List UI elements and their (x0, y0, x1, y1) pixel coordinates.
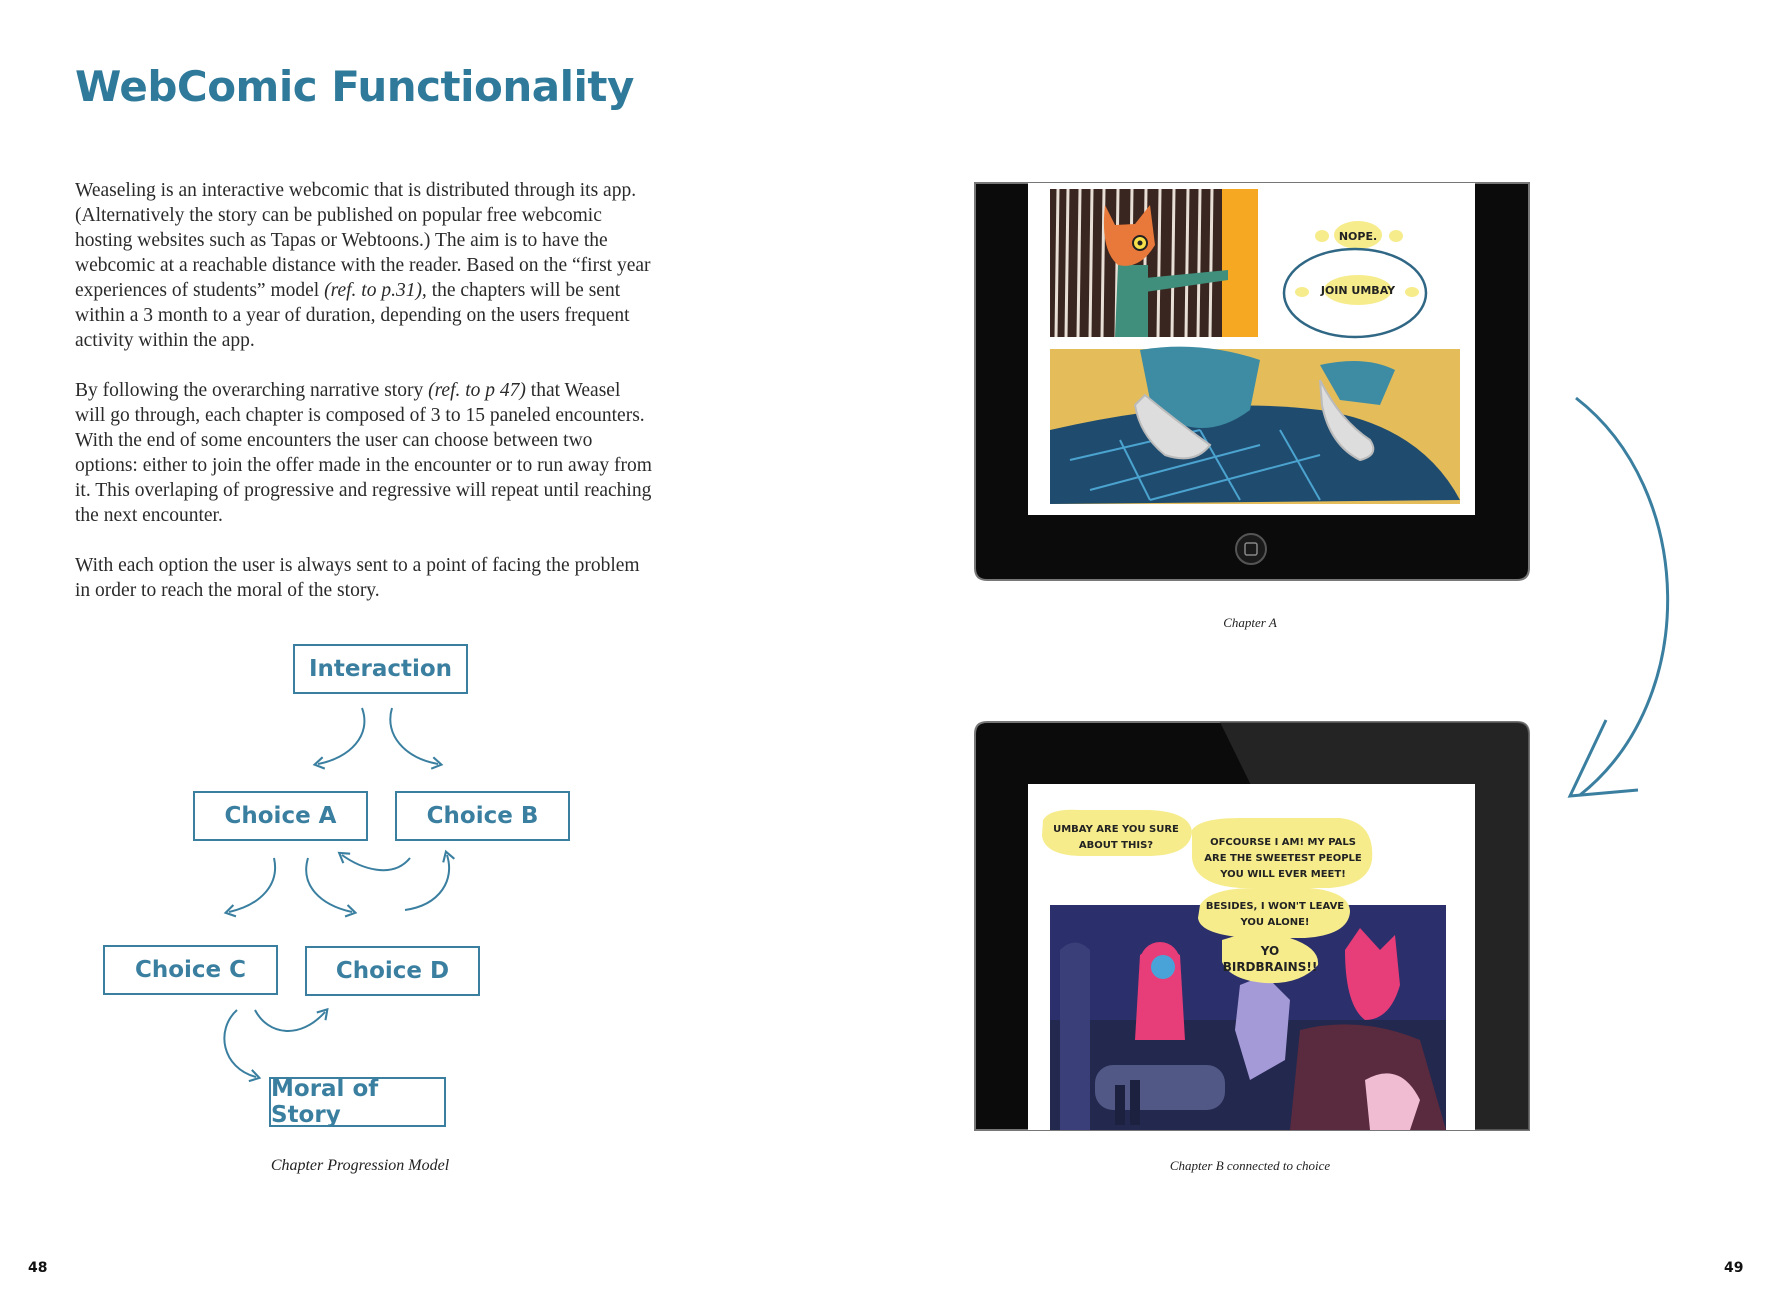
bubble-2-line2: ARE THE SWEETEST PEOPLE (1204, 853, 1362, 864)
bubble-4-line1: YO (1260, 944, 1280, 958)
page-number-left: 48 (28, 1260, 48, 1276)
chapter-a-caption: Chapter A (1223, 615, 1277, 630)
box-choice-b: Choice B (395, 791, 570, 841)
bubble-join-umbay: JOIN UMBAY (1320, 284, 1396, 297)
arrow-d-to-b-right (405, 855, 449, 910)
bubble-3-line2: YOU ALONE! (1240, 917, 1310, 928)
flowchart-caption: Chapter Progression Model (270, 1157, 450, 1174)
arrow-a-to-c (229, 858, 275, 912)
arrow-a-to-d (306, 858, 352, 912)
tablet-b (975, 722, 1529, 1130)
bubble-1-line2: ABOUT THIS? (1078, 840, 1154, 851)
bubble-2-line1: OFCOURSE I AM! MY PALS (1210, 837, 1356, 848)
bubble-2-line3: YOU WILL EVER MEET! (1220, 869, 1346, 880)
bubble-1-line1: UMBAY ARE YOU SURE (1053, 824, 1179, 835)
box-choice-c: Choice C (103, 945, 278, 995)
box-choice-a: Choice A (193, 791, 368, 841)
paragraph-3: With each option the user is always sent to a point of facing the problem in order to reach the moral of the story. (75, 555, 640, 601)
box-interaction: Interaction (293, 644, 468, 694)
box-choice-d: Choice D (305, 946, 480, 996)
bubble-4-line2: BIRDBRAINS!! (1222, 960, 1318, 974)
paragraph-2: By following the overarching narrative story (ref. to p 47) that Weasel will go through, each chapter is composed of 3 to 15 paneled encounters. With the end of some encounters the user can choose between two options: either to join the offer made in the encounter or to run away from it. This overlaping of progressive and regressive will repeat until reaching the next encounter. (75, 380, 652, 526)
chapter-b-caption: Chapter B connected to choice (1169, 1158, 1331, 1173)
page-title: WebComic Functionality (75, 62, 634, 111)
page-number-right: 49 (1724, 1260, 1744, 1276)
paragraph-1: Weaseling is an interactive webcomic that is distributed through its app. (Alternatively the story can be published on popular free webcomic hosting websites such as Tapas or Webtoons.) The aim is to have the webcomic at a reachable distance with the reader. Based on the “first year experiences of students” model (ref. to p.31), the chapters will be sent within a 3 month to a year of duration, depending on the users frequent activity within the app. (75, 180, 651, 351)
box-moral: Moral of Story (269, 1077, 446, 1127)
chapter-connection-arrow (1576, 398, 1668, 795)
arrow-d-to-b-upper (342, 855, 410, 870)
bubble-nope: NOPE. (1338, 230, 1378, 243)
arrow-c-to-d (255, 1010, 325, 1031)
flow-arrows (224, 708, 449, 1077)
arrow-interaction-to-b (390, 708, 438, 764)
bubble-3-line1: BESIDES, I WON'T LEAVE (1205, 901, 1345, 912)
arrow-interaction-to-a (318, 708, 364, 764)
chapter-connection-arrowhead (1570, 720, 1638, 796)
tablet-a (975, 183, 1529, 580)
arrow-c-to-moral (224, 1010, 256, 1077)
